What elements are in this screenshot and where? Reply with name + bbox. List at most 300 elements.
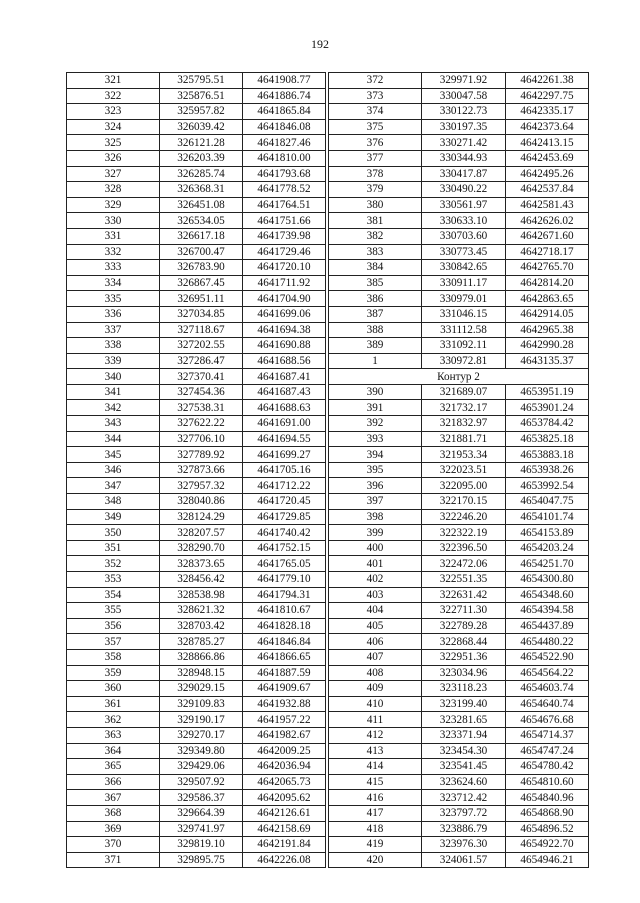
x-coordinate-cell: 321953.34	[422, 447, 506, 463]
y-coordinate-cell: 4641764.51	[243, 197, 326, 213]
point-number-cell: 415	[329, 774, 422, 790]
table-row	[67, 821, 589, 837]
y-coordinate-cell: 4654747.24	[506, 743, 589, 759]
contour-label: Контур 2	[329, 369, 589, 385]
y-coordinate-cell: 4654203.24	[506, 540, 589, 556]
point-number-cell: 351	[67, 540, 160, 556]
table-row	[67, 837, 589, 853]
y-coordinate-cell: 4654251.70	[506, 556, 589, 572]
x-coordinate-cell: 323454.30	[422, 743, 506, 759]
y-coordinate-cell: 4642297.75	[506, 88, 589, 104]
y-coordinate-cell: 4641752.15	[243, 540, 326, 556]
x-coordinate-cell: 330417.87	[422, 166, 506, 182]
coordinates-table-body	[67, 73, 589, 868]
point-number-cell: 384	[329, 260, 422, 276]
x-coordinate-cell: 323624.60	[422, 774, 506, 790]
point-number-cell: 376	[329, 135, 422, 151]
y-coordinate-cell: 4642965.38	[506, 322, 589, 338]
point-number-cell: 414	[329, 759, 422, 775]
point-number-cell: 332	[67, 244, 160, 260]
point-number-cell: 401	[329, 556, 422, 572]
point-number-cell: 347	[67, 478, 160, 494]
x-coordinate-cell: 326039.42	[160, 119, 243, 135]
y-coordinate-cell: 4654153.89	[506, 525, 589, 541]
y-coordinate-cell: 4654946.21	[506, 852, 589, 868]
x-coordinate-cell: 328866.86	[160, 649, 243, 665]
y-coordinate-cell: 4641828.18	[243, 618, 326, 634]
point-number-cell: 325	[67, 135, 160, 151]
y-coordinate-cell: 4642863.65	[506, 291, 589, 307]
y-coordinate-cell: 4641779.10	[243, 572, 326, 588]
y-coordinate-cell: 4641720.45	[243, 494, 326, 510]
x-coordinate-cell: 325957.82	[160, 104, 243, 120]
x-coordinate-cell: 323281.65	[422, 712, 506, 728]
x-coordinate-cell: 326617.18	[160, 228, 243, 244]
point-number-cell: 328	[67, 182, 160, 198]
y-coordinate-cell: 4654714.37	[506, 727, 589, 743]
x-coordinate-cell: 331046.15	[422, 306, 506, 322]
point-number-cell: 367	[67, 790, 160, 806]
point-number-cell: 390	[329, 384, 422, 400]
y-coordinate-cell: 4641694.38	[243, 322, 326, 338]
x-coordinate-cell: 321832.97	[422, 416, 506, 432]
x-coordinate-cell: 330271.42	[422, 135, 506, 151]
y-coordinate-cell: 4653784.42	[506, 416, 589, 432]
point-number-cell: 340	[67, 369, 160, 385]
x-coordinate-cell: 326368.31	[160, 182, 243, 198]
table-row	[67, 587, 589, 603]
table-row	[67, 104, 589, 120]
y-coordinate-cell: 4654437.89	[506, 618, 589, 634]
point-number-cell: 410	[329, 696, 422, 712]
table-row	[67, 431, 589, 447]
y-coordinate-cell: 4641751.66	[243, 213, 326, 229]
point-number-cell: 379	[329, 182, 422, 198]
table-row	[67, 197, 589, 213]
x-coordinate-cell: 323712.42	[422, 790, 506, 806]
y-coordinate-cell: 4641908.77	[243, 73, 326, 89]
y-coordinate-cell: 4641810.00	[243, 150, 326, 166]
y-coordinate-cell: 4642226.08	[243, 852, 326, 868]
point-number-cell: 335	[67, 291, 160, 307]
x-coordinate-cell: 321689.07	[422, 384, 506, 400]
point-number-cell: 360	[67, 681, 160, 697]
point-number-cell: 359	[67, 665, 160, 681]
y-coordinate-cell: 4654676.68	[506, 712, 589, 728]
point-number-cell: 345	[67, 447, 160, 463]
point-number-cell: 404	[329, 603, 422, 619]
x-coordinate-cell: 329029.15	[160, 681, 243, 697]
point-number-cell: 337	[67, 322, 160, 338]
point-number-cell: 324	[67, 119, 160, 135]
x-coordinate-cell: 328785.27	[160, 634, 243, 650]
x-coordinate-cell: 330773.45	[422, 244, 506, 260]
x-coordinate-cell: 326451.08	[160, 197, 243, 213]
x-coordinate-cell: 329109.83	[160, 696, 243, 712]
x-coordinate-cell: 328456.42	[160, 572, 243, 588]
point-number-cell: 388	[329, 322, 422, 338]
point-number-cell: 405	[329, 618, 422, 634]
point-number-cell: 394	[329, 447, 422, 463]
y-coordinate-cell: 4642581.43	[506, 197, 589, 213]
x-coordinate-cell: 329429.06	[160, 759, 243, 775]
y-coordinate-cell: 4642158.69	[243, 821, 326, 837]
point-number-cell: 321	[67, 73, 160, 89]
x-coordinate-cell: 322246.20	[422, 509, 506, 525]
x-coordinate-cell: 328703.42	[160, 618, 243, 634]
point-number-cell: 387	[329, 306, 422, 322]
x-coordinate-cell: 322631.42	[422, 587, 506, 603]
y-coordinate-cell: 4642495.26	[506, 166, 589, 182]
x-coordinate-cell: 323541.45	[422, 759, 506, 775]
x-coordinate-cell: 323886.79	[422, 821, 506, 837]
y-coordinate-cell: 4642453.69	[506, 150, 589, 166]
y-coordinate-cell: 4653883.18	[506, 447, 589, 463]
x-coordinate-cell: 330344.93	[422, 150, 506, 166]
x-coordinate-cell: 328124.29	[160, 509, 243, 525]
point-number-cell: 363	[67, 727, 160, 743]
x-coordinate-cell: 324061.57	[422, 852, 506, 868]
y-coordinate-cell: 4643135.37	[506, 353, 589, 369]
point-number-cell: 400	[329, 540, 422, 556]
y-coordinate-cell: 4642626.02	[506, 213, 589, 229]
point-number-cell: 374	[329, 104, 422, 120]
y-coordinate-cell: 4654101.74	[506, 509, 589, 525]
x-coordinate-cell: 330842.65	[422, 260, 506, 276]
point-number-cell: 417	[329, 805, 422, 821]
y-coordinate-cell: 4642765.70	[506, 260, 589, 276]
x-coordinate-cell: 329190.17	[160, 712, 243, 728]
page-number: 192	[311, 37, 329, 51]
point-number-cell: 412	[329, 727, 422, 743]
x-coordinate-cell: 326534.05	[160, 213, 243, 229]
y-coordinate-cell: 4641690.88	[243, 338, 326, 354]
y-coordinate-cell: 4642261.38	[506, 73, 589, 89]
y-coordinate-cell: 4641740.42	[243, 525, 326, 541]
y-coordinate-cell: 4654480.22	[506, 634, 589, 650]
point-number-cell: 356	[67, 618, 160, 634]
x-coordinate-cell: 323371.94	[422, 727, 506, 743]
x-coordinate-cell: 330633.10	[422, 213, 506, 229]
x-coordinate-cell: 331092.11	[422, 338, 506, 354]
point-number-cell: 370	[67, 837, 160, 853]
y-coordinate-cell: 4653825.18	[506, 431, 589, 447]
x-coordinate-cell: 322789.28	[422, 618, 506, 634]
y-coordinate-cell: 4641982.67	[243, 727, 326, 743]
point-number-cell: 364	[67, 743, 160, 759]
point-number-cell: 380	[329, 197, 422, 213]
point-number-cell: 341	[67, 384, 160, 400]
y-coordinate-cell: 4641810.67	[243, 603, 326, 619]
x-coordinate-cell: 325795.51	[160, 73, 243, 89]
table-row	[67, 150, 589, 166]
point-number-cell: 419	[329, 837, 422, 853]
x-coordinate-cell: 322551.35	[422, 572, 506, 588]
y-coordinate-cell: 4642914.05	[506, 306, 589, 322]
x-coordinate-cell: 327789.92	[160, 447, 243, 463]
x-coordinate-cell: 326285.74	[160, 166, 243, 182]
x-coordinate-cell: 323797.72	[422, 805, 506, 821]
x-coordinate-cell: 326203.39	[160, 150, 243, 166]
x-coordinate-cell: 327286.47	[160, 353, 243, 369]
y-coordinate-cell: 4641794.31	[243, 587, 326, 603]
point-number-cell: 382	[329, 228, 422, 244]
point-number-cell: 352	[67, 556, 160, 572]
x-coordinate-cell: 323034.96	[422, 665, 506, 681]
y-coordinate-cell: 4641765.05	[243, 556, 326, 572]
x-coordinate-cell: 327622.22	[160, 416, 243, 432]
point-number-cell: 371	[67, 852, 160, 868]
x-coordinate-cell: 330047.58	[422, 88, 506, 104]
x-coordinate-cell: 330979.01	[422, 291, 506, 307]
y-coordinate-cell: 4641865.84	[243, 104, 326, 120]
table-row	[67, 135, 589, 151]
x-coordinate-cell: 322868.44	[422, 634, 506, 650]
y-coordinate-cell: 4641699.27	[243, 447, 326, 463]
table-row	[67, 322, 589, 338]
table-row	[67, 556, 589, 572]
x-coordinate-cell: 328207.57	[160, 525, 243, 541]
point-number-cell: 339	[67, 353, 160, 369]
y-coordinate-cell: 4641712.22	[243, 478, 326, 494]
point-number-cell: 349	[67, 509, 160, 525]
point-number-cell: 331	[67, 228, 160, 244]
point-number-cell: 406	[329, 634, 422, 650]
y-coordinate-cell: 4641729.85	[243, 509, 326, 525]
point-number-cell: 353	[67, 572, 160, 588]
x-coordinate-cell: 321732.17	[422, 400, 506, 416]
y-coordinate-cell: 4642065.73	[243, 774, 326, 790]
table-row	[67, 696, 589, 712]
point-number-cell: 366	[67, 774, 160, 790]
x-coordinate-cell: 326700.47	[160, 244, 243, 260]
table-row	[67, 649, 589, 665]
x-coordinate-cell: 328538.98	[160, 587, 243, 603]
y-coordinate-cell: 4641778.52	[243, 182, 326, 198]
y-coordinate-cell: 4654896.52	[506, 821, 589, 837]
x-coordinate-cell: 326121.28	[160, 135, 243, 151]
table-row	[67, 384, 589, 400]
x-coordinate-cell: 322472.06	[422, 556, 506, 572]
x-coordinate-cell: 327873.66	[160, 462, 243, 478]
x-coordinate-cell: 327706.10	[160, 431, 243, 447]
point-number-cell: 329	[67, 197, 160, 213]
point-number-cell: 398	[329, 509, 422, 525]
x-coordinate-cell: 328621.32	[160, 603, 243, 619]
table-row	[67, 353, 589, 369]
point-number-cell: 1	[329, 353, 422, 369]
table-row	[67, 665, 589, 681]
y-coordinate-cell: 4653901.24	[506, 400, 589, 416]
x-coordinate-cell: 329664.39	[160, 805, 243, 821]
x-coordinate-cell: 328040.86	[160, 494, 243, 510]
point-number-cell: 355	[67, 603, 160, 619]
x-coordinate-cell: 326783.90	[160, 260, 243, 276]
y-coordinate-cell: 4654603.74	[506, 681, 589, 697]
y-coordinate-cell: 4653938.26	[506, 462, 589, 478]
point-number-cell: 338	[67, 338, 160, 354]
y-coordinate-cell: 4654047.75	[506, 494, 589, 510]
y-coordinate-cell: 4641886.74	[243, 88, 326, 104]
table-row	[67, 228, 589, 244]
y-coordinate-cell: 4654780.42	[506, 759, 589, 775]
y-coordinate-cell: 4641691.00	[243, 416, 326, 432]
y-coordinate-cell: 4654868.90	[506, 805, 589, 821]
point-number-cell: 407	[329, 649, 422, 665]
y-coordinate-cell: 4641711.92	[243, 275, 326, 291]
x-coordinate-cell: 330197.35	[422, 119, 506, 135]
point-number-cell: 418	[329, 821, 422, 837]
x-coordinate-cell: 325876.51	[160, 88, 243, 104]
point-number-cell: 336	[67, 306, 160, 322]
table-row	[67, 712, 589, 728]
point-number-cell: 323	[67, 104, 160, 120]
x-coordinate-cell: 322396.50	[422, 540, 506, 556]
point-number-cell: 348	[67, 494, 160, 510]
x-coordinate-cell: 328373.65	[160, 556, 243, 572]
point-number-cell: 322	[67, 88, 160, 104]
y-coordinate-cell: 4642990.28	[506, 338, 589, 354]
y-coordinate-cell: 4654840.96	[506, 790, 589, 806]
x-coordinate-cell: 329586.37	[160, 790, 243, 806]
y-coordinate-cell: 4642814.20	[506, 275, 589, 291]
point-number-cell: 381	[329, 213, 422, 229]
y-coordinate-cell: 4641688.63	[243, 400, 326, 416]
x-coordinate-cell: 330561.97	[422, 197, 506, 213]
point-number-cell: 330	[67, 213, 160, 229]
x-coordinate-cell: 330490.22	[422, 182, 506, 198]
point-number-cell: 377	[329, 150, 422, 166]
table-row	[67, 759, 589, 775]
point-number-cell: 397	[329, 494, 422, 510]
y-coordinate-cell: 4641846.84	[243, 634, 326, 650]
point-number-cell: 385	[329, 275, 422, 291]
point-number-cell: 392	[329, 416, 422, 432]
y-coordinate-cell: 4654640.74	[506, 696, 589, 712]
x-coordinate-cell: 327034.85	[160, 306, 243, 322]
x-coordinate-cell: 327370.41	[160, 369, 243, 385]
x-coordinate-cell: 330972.81	[422, 353, 506, 369]
table-row	[67, 681, 589, 697]
point-number-cell: 386	[329, 291, 422, 307]
x-coordinate-cell: 329270.17	[160, 727, 243, 743]
table-row	[67, 852, 589, 868]
table-row	[67, 774, 589, 790]
x-coordinate-cell: 322711.30	[422, 603, 506, 619]
point-number-cell: 344	[67, 431, 160, 447]
y-coordinate-cell: 4641846.08	[243, 119, 326, 135]
point-number-cell: 402	[329, 572, 422, 588]
table-row	[67, 338, 589, 354]
table-row	[67, 416, 589, 432]
point-number-cell: 408	[329, 665, 422, 681]
y-coordinate-cell: 4642335.17	[506, 104, 589, 120]
table-row	[67, 540, 589, 556]
x-coordinate-cell: 323118.23	[422, 681, 506, 697]
table-row	[67, 306, 589, 322]
point-number-cell: 369	[67, 821, 160, 837]
x-coordinate-cell: 329895.75	[160, 852, 243, 868]
table-row	[67, 462, 589, 478]
y-coordinate-cell: 4641704.90	[243, 291, 326, 307]
point-number-cell: 416	[329, 790, 422, 806]
x-coordinate-cell: 329819.10	[160, 837, 243, 853]
y-coordinate-cell: 4641688.56	[243, 353, 326, 369]
point-number-cell: 334	[67, 275, 160, 291]
point-number-cell: 375	[329, 119, 422, 135]
point-number-cell: 420	[329, 852, 422, 868]
x-coordinate-cell: 322023.51	[422, 462, 506, 478]
x-coordinate-cell: 326951.11	[160, 291, 243, 307]
table-row	[67, 369, 589, 385]
table-row	[67, 275, 589, 291]
table-row	[67, 478, 589, 494]
point-number-cell: 350	[67, 525, 160, 541]
point-number-cell: 378	[329, 166, 422, 182]
y-coordinate-cell: 4654922.70	[506, 837, 589, 853]
table-row	[67, 244, 589, 260]
y-coordinate-cell: 4641720.10	[243, 260, 326, 276]
point-number-cell: 343	[67, 416, 160, 432]
y-coordinate-cell: 4641687.41	[243, 369, 326, 385]
point-number-cell: 326	[67, 150, 160, 166]
y-coordinate-cell: 4641932.88	[243, 696, 326, 712]
x-coordinate-cell: 323199.40	[422, 696, 506, 712]
point-number-cell: 362	[67, 712, 160, 728]
x-coordinate-cell: 329741.97	[160, 821, 243, 837]
table-row	[67, 805, 589, 821]
table-row	[67, 618, 589, 634]
point-number-cell: 411	[329, 712, 422, 728]
x-coordinate-cell: 322322.19	[422, 525, 506, 541]
y-coordinate-cell: 4641957.22	[243, 712, 326, 728]
y-coordinate-cell: 4642537.84	[506, 182, 589, 198]
y-coordinate-cell: 4642126.61	[243, 805, 326, 821]
point-number-cell: 365	[67, 759, 160, 775]
table-row	[67, 603, 589, 619]
point-number-cell: 358	[67, 649, 160, 665]
point-number-cell: 354	[67, 587, 160, 603]
table-row	[67, 743, 589, 759]
point-number-cell: 396	[329, 478, 422, 494]
table-row	[67, 260, 589, 276]
point-number-cell: 372	[329, 73, 422, 89]
y-coordinate-cell: 4654564.22	[506, 665, 589, 681]
x-coordinate-cell: 329349.80	[160, 743, 243, 759]
x-coordinate-cell: 322170.15	[422, 494, 506, 510]
y-coordinate-cell: 4654348.60	[506, 587, 589, 603]
x-coordinate-cell: 326867.45	[160, 275, 243, 291]
table-row	[67, 509, 589, 525]
table-row	[67, 634, 589, 650]
point-number-cell: 346	[67, 462, 160, 478]
point-number-cell: 409	[329, 681, 422, 697]
y-coordinate-cell: 4642671.60	[506, 228, 589, 244]
table-row	[67, 166, 589, 182]
x-coordinate-cell: 329971.92	[422, 73, 506, 89]
y-coordinate-cell: 4642036.94	[243, 759, 326, 775]
point-number-cell: 395	[329, 462, 422, 478]
y-coordinate-cell: 4654522.90	[506, 649, 589, 665]
x-coordinate-cell: 329507.92	[160, 774, 243, 790]
point-number-cell: 368	[67, 805, 160, 821]
x-coordinate-cell: 330703.60	[422, 228, 506, 244]
y-coordinate-cell: 4641827.46	[243, 135, 326, 151]
table-row	[67, 213, 589, 229]
y-coordinate-cell: 4641699.06	[243, 306, 326, 322]
y-coordinate-cell: 4653951.19	[506, 384, 589, 400]
x-coordinate-cell: 327957.32	[160, 478, 243, 494]
